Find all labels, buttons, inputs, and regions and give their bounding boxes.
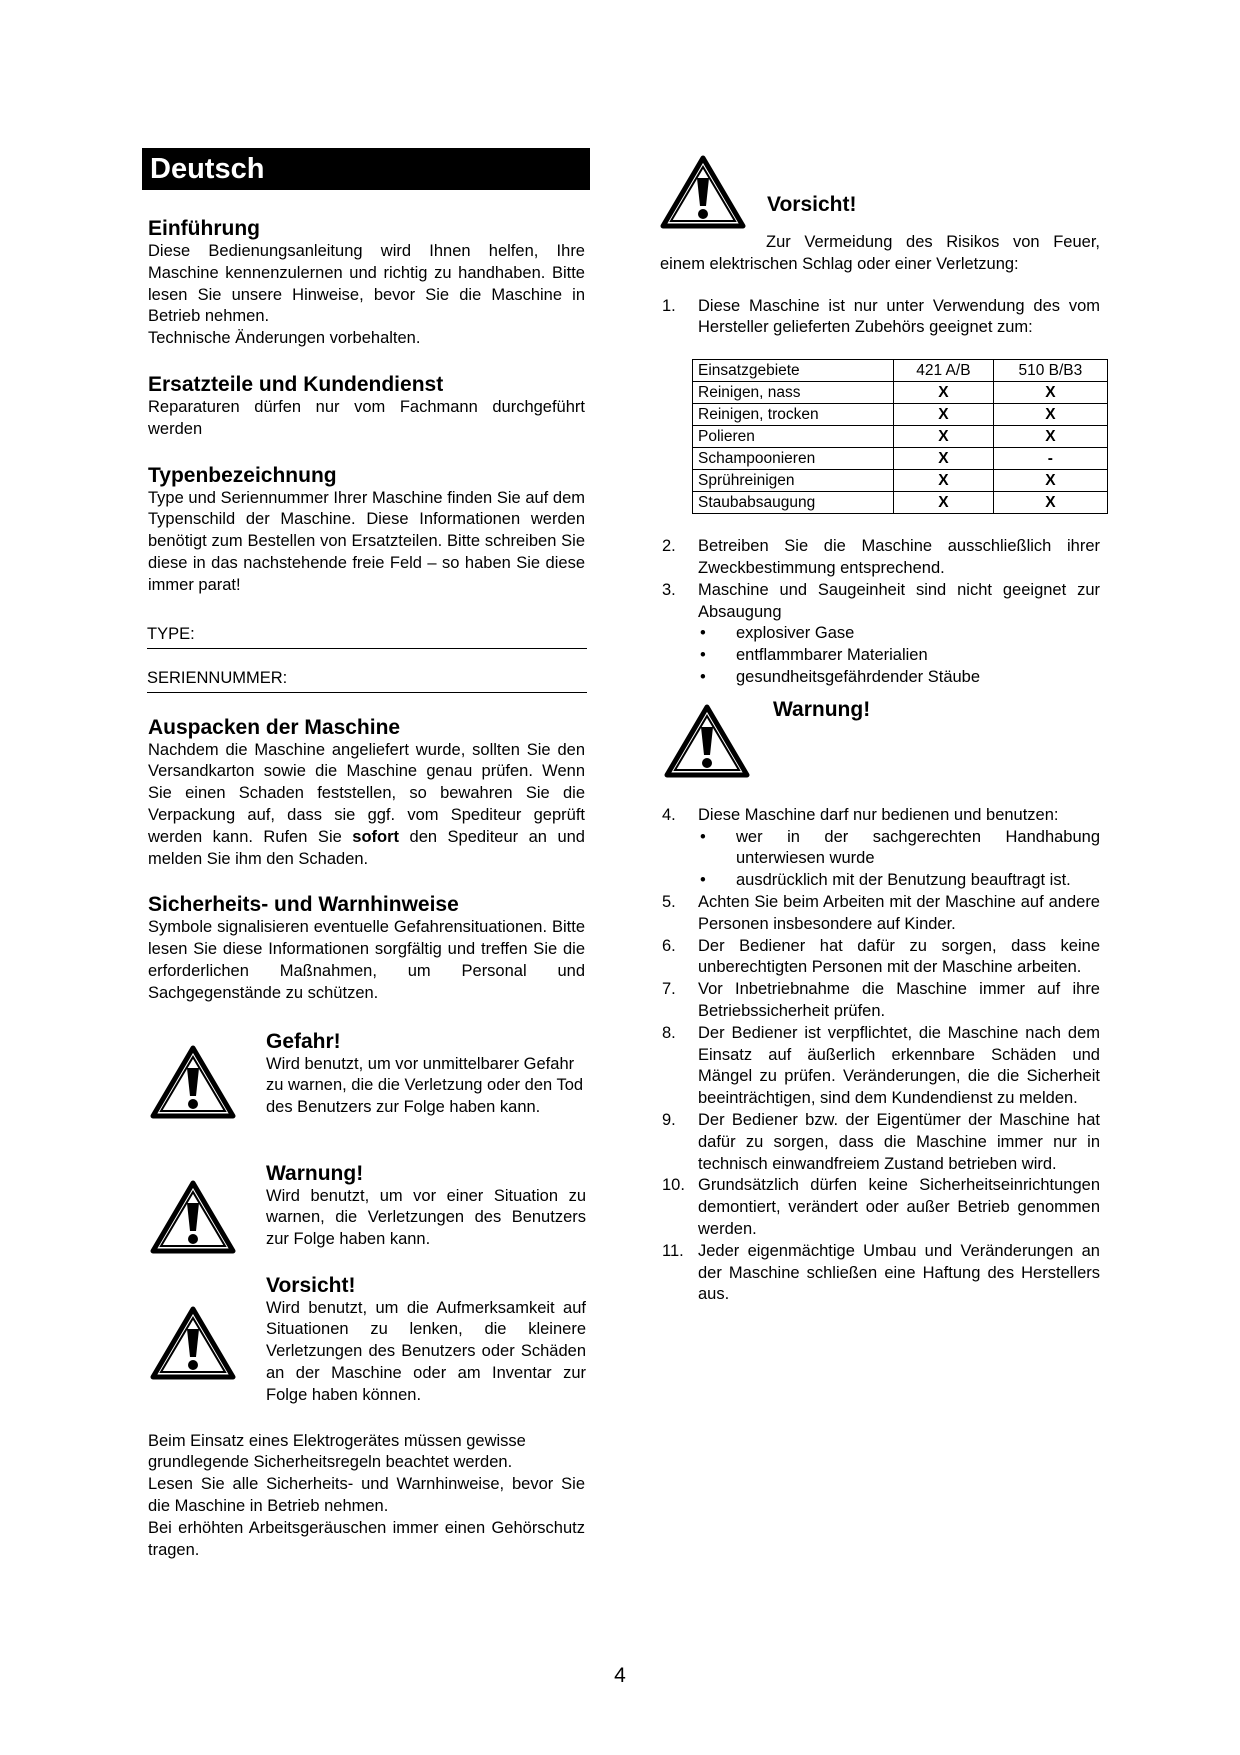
caution-triangle-icon xyxy=(660,154,746,230)
right-caution-text: Zur Vermeidung des Risikos von Feuer, einem elektrischen Schlag oder einer Verletzung: xyxy=(660,233,1100,273)
table-cell: Schampoonieren xyxy=(693,448,894,470)
table-cell: X xyxy=(993,426,1107,448)
item-list-1 xyxy=(660,296,1100,340)
safety-title: Sicherheits- und Warnhinweise xyxy=(148,893,459,917)
item-list-2 xyxy=(660,536,1100,689)
serial-field[interactable] xyxy=(147,669,587,693)
right-caution-block xyxy=(660,148,1100,232)
intro-text: Diese Bedienungsanleitung wird Ihnen helfen, Ihre Maschine kennenzulernen und richtig zu handhaben. Bitte lesen Sie unsere Hinweise, bevor Sie die Maschine in Betrieb nehmen. xyxy=(148,242,585,326)
bullet-item: • entflammbarer Materialien xyxy=(698,645,1100,667)
danger-block xyxy=(140,1029,585,1159)
table-cell: X xyxy=(993,492,1107,514)
table-cell: X xyxy=(894,382,994,404)
parts-text: Reparaturen dürfen nur vom Fachmann durchgeführt werden xyxy=(148,397,585,438)
table-cell: X xyxy=(993,404,1107,426)
parts-title: Ersatzteile und Kundendienst xyxy=(148,372,444,396)
type-title: Typenbezeichnung xyxy=(148,463,337,487)
warning-triangle-icon xyxy=(150,1179,236,1255)
section-type xyxy=(148,463,585,597)
list-item-number: 9. xyxy=(662,1110,676,1129)
table-row xyxy=(693,448,1108,470)
danger-title: Gefahr! xyxy=(266,1029,341,1053)
list-item-text: Der Bediener ist verpflichtet, die Maschine nach dem Einsatz auf äußerlich erkennbare Schäden und Mängel zu prüfen. Veränderungen, die die Sicherheit beeinträchtigen, sind dem Kundendienst zu melden. xyxy=(698,1023,1100,1108)
serial-field-label: SERIENNUMMER: xyxy=(147,668,288,687)
list-item-number: 8. xyxy=(662,1023,676,1042)
table-row xyxy=(693,382,1108,404)
section-unpack xyxy=(148,715,585,871)
page-number: 4 xyxy=(614,1664,626,1687)
table-row xyxy=(693,426,1108,448)
list-item-number: 6. xyxy=(662,936,676,955)
table-cell: X xyxy=(894,492,994,514)
list-item-8 xyxy=(660,1023,1100,1110)
right-column xyxy=(660,148,1100,1306)
table-cell: X xyxy=(993,382,1107,404)
list-item-5 xyxy=(660,892,1100,936)
table-cell: Reinigen, nass xyxy=(693,382,894,404)
table-header-cell: 421 A/B xyxy=(894,360,994,382)
list-item-text: Grundsätzlich dürfen keine Sicherheitseinrichtungen demontiert, verändert oder außer Betrieb genommen werden. xyxy=(698,1176,1100,1238)
table-cell: X xyxy=(894,470,994,492)
list-item-number: 2. xyxy=(662,537,676,556)
type-field[interactable] xyxy=(147,625,587,649)
table-row xyxy=(693,470,1108,492)
right-caution-title: Vorsicht! xyxy=(767,193,857,216)
table-row xyxy=(693,492,1108,514)
list-item-text: Vor Inbetriebnahme die Maschine immer auf ihre Betriebssicherheit prüfen. xyxy=(698,980,1100,1020)
list-item-10 xyxy=(660,1175,1100,1240)
closing-text-2: Lesen Sie alle Sicherheits- und Warnhinweise, bevor Sie die Maschine in Betrieb nehmen. xyxy=(148,1475,585,1515)
table-row xyxy=(693,404,1108,426)
table-header-cell: Einsatzgebiete xyxy=(693,360,894,382)
caution-block xyxy=(140,1273,585,1423)
item4-bullets xyxy=(698,827,1100,892)
list-item-4 xyxy=(660,805,1100,892)
unpack-text-bold: sofort xyxy=(352,827,400,846)
list-item-number: 10. xyxy=(662,1176,685,1195)
list-item-2 xyxy=(660,536,1100,580)
list-item-text: Der Bediener bzw. der Eigentümer der Maschine hat dafür zu sorgen, dass die Maschine immer nur in technisch einwandfreiem Zustand betrieben wird. xyxy=(698,1110,1100,1173)
warning-triangle-icon xyxy=(664,703,750,779)
type-text: Type und Seriennummer Ihrer Maschine finden Sie auf dem Typenschild der Maschine. Diese Informationen werden benötigt zum Bestellen von Ersatzteilen. Bitte schreiben Sie diese in das nachstehende freie Feld – so haben Sie diese immer parat! xyxy=(148,488,585,594)
table-cell: Sprühreinigen xyxy=(693,470,894,492)
table-cell: X xyxy=(894,448,994,470)
bullet-item: • gesundheitsgefährdender Stäube xyxy=(698,667,1100,689)
table-cell: - xyxy=(993,448,1107,470)
section-safety xyxy=(148,892,585,1004)
danger-text: Wird benutzt, um vor unmittelbarer Gefahr zu warnen, die die Verletzung oder den Tod des Benutzers zur Folge haben kann. xyxy=(266,1054,584,1117)
right-warning-title: Warnung! xyxy=(773,697,871,721)
list-item-11 xyxy=(660,1241,1100,1306)
list-item-number: 11. xyxy=(662,1241,684,1260)
list-item-1 xyxy=(660,296,1100,340)
bullet-item: • ausdrücklich mit der Benutzung beauftragt ist. xyxy=(698,870,1100,892)
danger-warning-icon xyxy=(150,1044,236,1120)
bullet-item: • explosiver Gase xyxy=(698,623,1100,645)
list-item-text: Jeder eigenmächtige Umbau und Veränderungen an der Maschine schließen eine Haftung des Herstellers aus. xyxy=(698,1241,1100,1304)
list-item-9 xyxy=(660,1110,1100,1175)
list-item-number: 5. xyxy=(662,892,676,911)
unpack-text xyxy=(148,740,585,871)
list-item-3 xyxy=(660,580,1100,689)
list-item-number: 1. xyxy=(662,296,676,315)
table-cell: Polieren xyxy=(693,426,894,448)
unpack-text-after: den Spediteur an und melden Sie ihm den Schaden. xyxy=(148,827,585,868)
unpack-text-before: Nachdem die Maschine angeliefert wurde, sollten Sie den Versandkarton sowie die Maschine genau prüfen. Wenn Sie einen Schaden feststellen, so bewahren Sie die Verpackung auf, dass sie ggf. vom Spediteur geprüft werden kann. Rufen Sie xyxy=(148,740,585,846)
application-table xyxy=(692,359,1108,514)
list-item-text: Der Bediener hat dafür zu sorgen, dass keine unberechtigten Personen mit der Maschine arbeiten. xyxy=(698,936,1100,977)
warning-title: Warnung! xyxy=(266,1161,364,1185)
table-cell: X xyxy=(894,426,994,448)
right-warning-block xyxy=(660,689,1100,805)
table-cell: X xyxy=(894,404,994,426)
caution-triangle-icon xyxy=(150,1305,236,1381)
list-item-6 xyxy=(660,936,1100,980)
table-cell: X xyxy=(993,470,1107,492)
safety-text: Symbole signalisieren eventuelle Gefahrensituationen. Bitte lesen Sie diese Informationen sorgfältig und treffen Sie die erforderlichen Maßnahmen, um Personal und Sachgegenstände zu schützen. xyxy=(148,918,585,1002)
intro-title: Einführung xyxy=(148,217,260,240)
section-intro xyxy=(148,216,585,350)
language-header: Deutsch xyxy=(142,148,590,190)
list-item-text: Betreiben Sie die Maschine ausschließlich ihrer Zweckbestimmung entsprechend. xyxy=(698,537,1100,577)
bullet-item: • wer in der sachgerechten Handhabung unterwiesen wurde xyxy=(698,827,1100,871)
table-cell: Staubabsaugung xyxy=(693,492,894,514)
list-item-number: 3. xyxy=(662,580,676,599)
closing-text-1: Beim Einsatz eines Elektrogerätes müssen gewisse grundlegende Sicherheitsregeln beachtet werden. xyxy=(148,1431,526,1472)
list-item-text: Maschine und Saugeinheit sind nicht geeignet zur Absaugung xyxy=(698,580,1100,621)
warning-text: Wird benutzt, um vor einer Situation zu warnen, die Verletzungen des Benutzers zur Folge haben kann. xyxy=(266,1186,586,1249)
intro-note: Technische Änderungen vorbehalten. xyxy=(148,329,421,348)
section-closing xyxy=(148,1431,585,1562)
caution-title: Vorsicht! xyxy=(266,1273,356,1297)
unpack-title: Auspacken der Maschine xyxy=(148,715,401,739)
caution-text: Wird benutzt, um die Aufmerksamkeit auf Situationen zu lenken, die kleinere Verletzungen des Benutzers oder Schäden an der Maschine oder am Inventar zur Folge haben können. xyxy=(266,1298,586,1404)
left-column xyxy=(140,148,585,1561)
item3-bullets xyxy=(698,623,1100,688)
type-field-label: TYPE: xyxy=(147,624,195,643)
list-item-text: Diese Maschine ist nur unter Verwendung des vom Hersteller gelieferten Zubehörs geeignet zum: xyxy=(698,296,1100,337)
table-header-cell: 510 B/B3 xyxy=(993,360,1107,382)
list-item-text: Achten Sie beim Arbeiten mit der Maschine auf andere Personen insbesondere auf Kinder. xyxy=(698,892,1100,933)
warning-block xyxy=(140,1161,585,1273)
closing-text-3: Bei erhöhten Arbeitsgeräuschen immer einen Gehörschutz tragen. xyxy=(148,1518,585,1559)
section-parts xyxy=(148,372,585,441)
list-item-number: 7. xyxy=(662,980,676,999)
item-list-3 xyxy=(660,805,1100,1306)
list-item-7 xyxy=(660,979,1100,1023)
table-cell: Reinigen, trocken xyxy=(693,404,894,426)
table-header-row xyxy=(693,360,1108,382)
list-item-number: 4. xyxy=(662,805,676,824)
list-item-text: Diese Maschine darf nur bedienen und benutzen: xyxy=(698,805,1059,824)
